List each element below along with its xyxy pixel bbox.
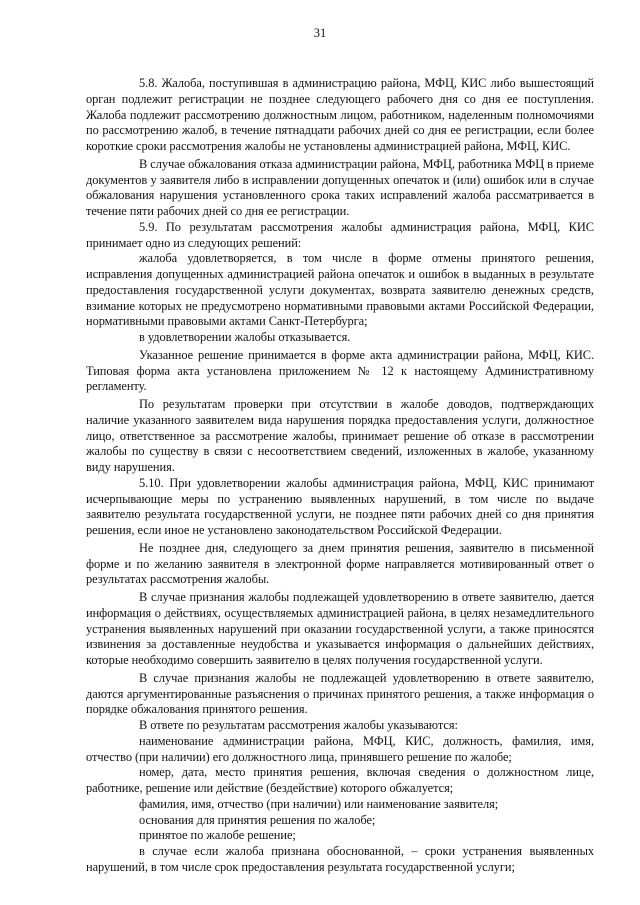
paragraph: Указанное решение принимается в форме акта администрации района, МФЦ, КИС. Типовая форма акта установлена приложением № 12 к настоящему Административному регламенту. bbox=[86, 347, 594, 394]
paragraph-5-8: 5.8. Жалоба, поступившая в администрацию района, МФЦ, КИС либо вышестоящий орган подлежит регистрации не позднее следующего рабочего дня со дня ее поступления. Жалоба подлежит рассмотрению должностным лицом, работником, наделенным полномочиями по рассмотрению жалоб, в течение пятнадцати рабочих дней со дня ее регистрации, если более короткие сроки рассмотрения жалобы не установлены администрацией района, МФЦ, КИС. bbox=[86, 76, 594, 153]
paragraph: номер, дата, место принятия решения, включая сведения о должностном лице, работнике, решение или действие (бездействие) которого обжалуется; bbox=[86, 765, 594, 795]
paragraph: В случае признания жалобы не подлежащей удовлетворению в ответе заявителю, даются аргументированные разъяснения о причинах принятого решения, а также информация о порядке обжалования принятого решения. bbox=[86, 670, 594, 717]
paragraph: основания для принятия решения по жалобе; bbox=[139, 812, 376, 827]
paragraph-5-10: 5.10. При удовлетворении жалобы администрация района, МФЦ, КИС принимают исчерпывающие меры по устранению выявленных нарушений, в том числе по выдаче заявителю результата государственной услуги, не позднее пяти рабочих дней со дня принятия решения, если иное не установлено законодательством Российской Федерации. bbox=[86, 475, 594, 537]
paragraph: По результатам проверки при отсутствии в жалобе доводов, подтверждающих наличие указанного заявителем вида нарушения порядка предоставления услуги, должностное лицо, ответственное за рассмотрение жалобы, принимает решение об отказе в рассмотрении жалобы по существу в связи с несоответствием сведений, изложенных в жалобе, указанному виду нарушения. bbox=[86, 397, 594, 474]
paragraph: В случае обжалования отказа администрации района, МФЦ, работника МФЦ в приеме документов у заявителя либо в исправлении допущенных опечаток и (или) ошибок или в случае обжалования нарушения установленного срока таких исправлений жалоба рассматривается в течение пяти рабочих дней со дня ее регистрации. bbox=[86, 156, 594, 218]
paragraph: принятое по жалобе решение; bbox=[139, 828, 296, 843]
paragraph-5-9: 5.9. По результатам рассмотрения жалобы администрация района, МФЦ, КИС принимает одно из следующих решений: bbox=[86, 219, 594, 250]
paragraph: В ответе по результатам рассмотрения жалобы указываются: bbox=[139, 718, 458, 732]
paragraph: наименование администрации района, МФЦ, КИС, должность, фамилия, имя, отчество (при наличии) его должностного лица, принявшего решение по жалобе; bbox=[86, 733, 594, 764]
paragraph: в случае если жалоба признана обоснованной, – сроки устранения выявленных нарушений, в том числе срок предоставления результата государственной услуги; bbox=[86, 844, 594, 874]
paragraph: фамилия, имя, отчество (при наличии) или наименование заявителя; bbox=[139, 796, 499, 811]
document-body bbox=[86, 76, 594, 876]
page-number: 31 bbox=[313, 26, 327, 40]
paragraph: в удовлетворении жалобы отказывается. bbox=[139, 330, 351, 344]
paragraph: жалоба удовлетворяется, в том числе в форме отмены принятого решения, исправления допущенных администрацией района опечаток и ошибок в выданных в результате предоставления государственной услуги документах, возврата заявителю денежных средств, взимание которых не предусмотрено нормативными правовыми актами Российской Федерации, нормативными правовыми актами Санкт-Петербурга; bbox=[86, 251, 594, 329]
paragraph: В случае признания жалобы подлежащей удовлетворению в ответе заявителю, дается информация о действиях, осуществляемых администрацией района, в целях незамедлительного устранения выявленных нарушений при оказании государственной услуги, а также приносятся извинения за доставленные неудобства и указывается информация о дальнейших действиях, которые необходимо совершить заявителю в целях получения государственной услуги. bbox=[86, 590, 594, 667]
paragraph: Не позднее дня, следующего за днем принятия решения, заявителю в письменной форме и по желанию заявителя в электронной форме направляется мотивированный ответ о результатах рассмотрения жалобы. bbox=[86, 540, 594, 587]
